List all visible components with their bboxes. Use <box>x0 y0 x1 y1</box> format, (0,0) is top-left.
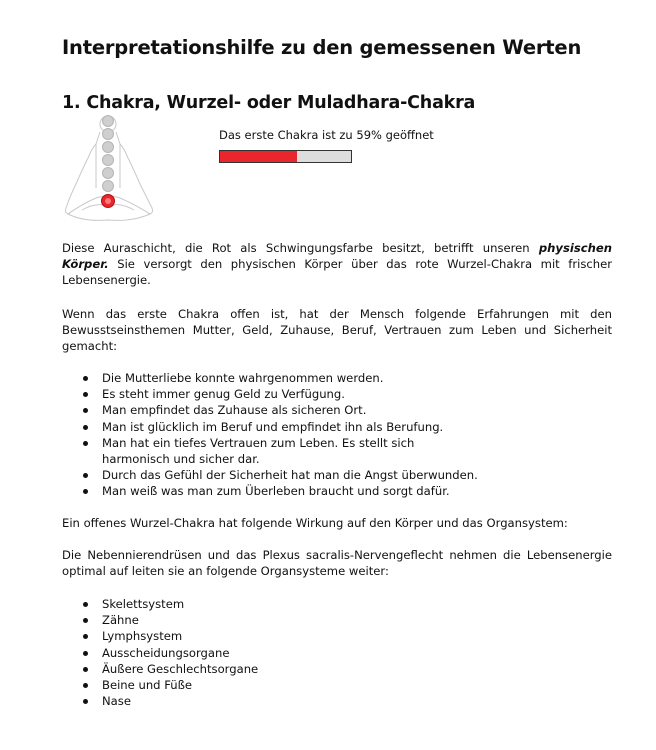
bullet-icon <box>83 634 88 639</box>
list-item: Man weiß was man zum Überleben braucht und sorgt dafür. <box>62 483 482 499</box>
list-item: Nase <box>62 693 482 709</box>
list-item: Skelettsystem <box>62 596 482 612</box>
list-item: Man empfindet das Zuhause als sicheren Ort. <box>62 402 482 418</box>
list-item: Es steht immer genug Geld zu Verfügung. <box>62 386 482 402</box>
list-item: Durch das Gefühl der Sicherheit hat man die Angst überwunden. <box>62 467 482 483</box>
bullet-icon <box>83 699 88 704</box>
paragraph-aura-text-start: Diese Auraschicht, die Rot als Schwingungsfarbe besitzt, betrifft unseren <box>62 241 539 255</box>
bullet-icon <box>83 618 88 623</box>
bullet-icon <box>83 473 88 478</box>
paragraph-aura <box>62 240 612 288</box>
progress-bar-fill <box>220 151 297 162</box>
paragraph-open-chakra: Wenn das erste Chakra offen ist, hat der Mensch folgende Erfahrungen mit den Bewusstseinsthemen Mutter, Geld, Zuhause, Beruf, Vertrauen zum Leben und Sicherheit gemacht: <box>62 307 612 353</box>
paragraph-organs-intro: Die Nebennierendrüsen und das Plexus sacralis-Nervengeflecht nehmen die Lebensenergie optimal auf leiten sie an folgende Organsysteme weiter: <box>62 548 612 578</box>
list-item: Lymphsystem <box>62 628 482 644</box>
bullet-icon <box>83 602 88 607</box>
list-item: Ausscheidungsorgane <box>62 645 482 661</box>
bullet-icon <box>83 392 88 397</box>
paragraph-aura-text-end: Sie versorgt den physischen Körper über das rote Wurzel-Chakra mit frischer Lebensenergie. <box>62 257 612 287</box>
list-item: Zähne <box>62 612 482 628</box>
chakra-open-meter <box>219 128 434 163</box>
meter-label: Das erste Chakra ist zu 59% geöffnet <box>219 128 434 142</box>
list-item: Man ist glücklich im Beruf und empfindet ihn als Berufung. <box>62 419 482 435</box>
organ-list <box>62 596 612 709</box>
section-title: 1. Chakra, Wurzel- oder Muladhara-Chakra <box>62 93 476 113</box>
list-item: Beine und Füße <box>62 677 482 693</box>
paragraph-effect: Ein offenes Wurzel-Chakra hat folgende Wirkung auf den Körper und das Organsystem: <box>62 516 568 530</box>
emphasis-physical-body: physischen Körper. <box>62 241 612 271</box>
bullet-icon <box>83 489 88 494</box>
bullet-icon <box>83 441 88 446</box>
bullet-icon <box>83 667 88 672</box>
list-item: Man hat ein tiefes Vertrauen zum Leben. Es stellt sich harmonisch und sicher dar. <box>62 435 482 467</box>
list-item: Die Mutterliebe konnte wahrgenommen werden. <box>62 370 482 386</box>
bullet-icon <box>83 408 88 413</box>
page-title: Interpretationshilfe zu den gemessenen Werten <box>62 36 582 59</box>
bullet-icon <box>83 683 88 688</box>
experience-list <box>62 370 612 500</box>
meditating-figure-icon <box>62 114 158 226</box>
bullet-icon <box>83 425 88 430</box>
bullet-icon <box>83 651 88 656</box>
list-item: Äußere Geschlechtsorgane <box>62 661 482 677</box>
bullet-icon <box>83 376 88 381</box>
progress-bar <box>219 150 352 163</box>
